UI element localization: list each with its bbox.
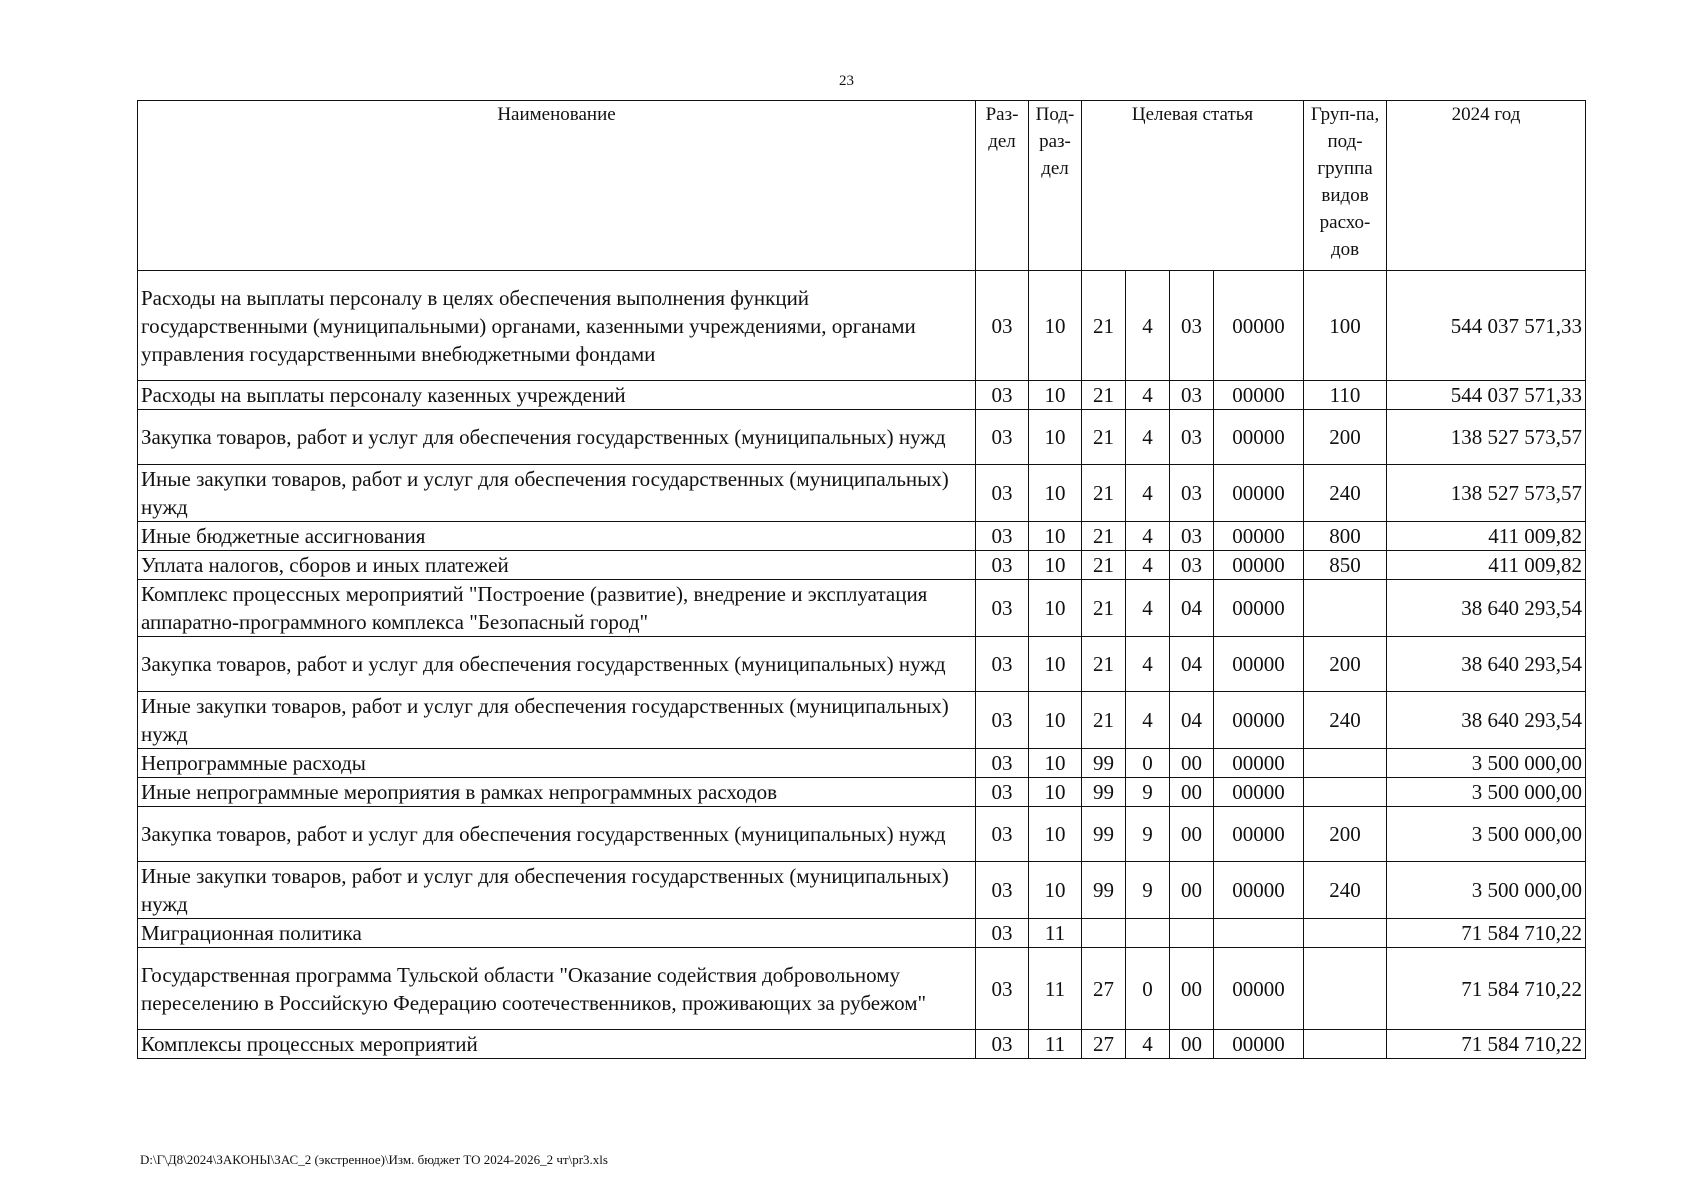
row-name: Иные закупки товаров, работ и услуг для обеспечения государственных (муниципальных) нужд [138, 862, 976, 919]
row-target-element: 00 [1170, 778, 1214, 807]
row-podrazdel: 10 [1029, 637, 1082, 692]
row-target-direction: 00000 [1214, 410, 1304, 465]
row-podrazdel: 10 [1029, 381, 1082, 410]
row-target-program: 21 [1082, 381, 1126, 410]
row-target-element: 00 [1170, 807, 1214, 862]
row-target-type: 4 [1126, 580, 1170, 637]
row-podrazdel: 10 [1029, 807, 1082, 862]
row-name: Комплексы процессных мероприятий [138, 1030, 976, 1059]
row-podrazdel: 11 [1029, 1030, 1082, 1059]
row-expense-group: 200 [1304, 410, 1387, 465]
row-podrazdel: 10 [1029, 862, 1082, 919]
row-target-element: 00 [1170, 1030, 1214, 1059]
row-razdel: 03 [976, 919, 1029, 948]
row-target-element: 04 [1170, 692, 1214, 749]
row-target-type: 4 [1126, 410, 1170, 465]
row-razdel: 03 [976, 381, 1029, 410]
row-target-element: 00 [1170, 749, 1214, 778]
row-expense-group: 240 [1304, 465, 1387, 522]
row-target-element: 03 [1170, 465, 1214, 522]
row-razdel: 03 [976, 807, 1029, 862]
row-amount: 411 009,82 [1387, 522, 1586, 551]
header-podrazdel: Под-раз-дел [1029, 101, 1082, 271]
row-name: Иные непрограммные мероприятия в рамках непрограммных расходов [138, 778, 976, 807]
row-amount: 71 584 710,22 [1387, 1030, 1586, 1059]
row-podrazdel: 10 [1029, 580, 1082, 637]
row-name: Закупка товаров, работ и услуг для обеспечения государственных (муниципальных) нужд [138, 807, 976, 862]
row-name: Закупка товаров, работ и услуг для обеспечения государственных (муниципальных) нужд [138, 637, 976, 692]
row-expense-group: 240 [1304, 692, 1387, 749]
row-target-direction: 00000 [1214, 692, 1304, 749]
row-amount: 138 527 573,57 [1387, 410, 1586, 465]
row-name: Иные закупки товаров, работ и услуг для обеспечения государственных (муниципальных) нужд [138, 692, 976, 749]
table-row [138, 919, 1586, 948]
row-amount: 3 500 000,00 [1387, 778, 1586, 807]
header-name: Наименование [138, 101, 976, 271]
row-razdel: 03 [976, 862, 1029, 919]
row-target-type: 4 [1126, 381, 1170, 410]
row-podrazdel: 10 [1029, 551, 1082, 580]
row-target-type: 4 [1126, 1030, 1170, 1059]
row-expense-group: 800 [1304, 522, 1387, 551]
header-razdel: Раз-дел [976, 101, 1029, 271]
row-expense-group [1304, 778, 1387, 807]
row-target-program: 99 [1082, 778, 1126, 807]
row-name: Расходы на выплаты персоналу в целях обеспечения выполнения функций государственными (муниципальными) органами, казенными учреждениями, органами управления государственными внебюджетными фондами [138, 271, 976, 381]
table-row [138, 749, 1586, 778]
row-amount: 38 640 293,54 [1387, 580, 1586, 637]
row-target-direction [1214, 919, 1304, 948]
row-name: Государственная программа Тульской области "Оказание содействия добровольному переселению в Российскую Федерацию соотечественников, проживающих за рубежом" [138, 948, 976, 1030]
row-target-element: 03 [1170, 381, 1214, 410]
row-expense-group [1304, 749, 1387, 778]
row-expense-group: 110 [1304, 381, 1387, 410]
row-target-direction: 00000 [1214, 637, 1304, 692]
row-target-direction: 00000 [1214, 522, 1304, 551]
row-razdel: 03 [976, 522, 1029, 551]
row-target-direction: 00000 [1214, 580, 1304, 637]
row-target-element: 00 [1170, 862, 1214, 919]
row-razdel: 03 [976, 692, 1029, 749]
row-target-type: 0 [1126, 948, 1170, 1030]
row-name: Иные бюджетные ассигнования [138, 522, 976, 551]
row-target-direction: 00000 [1214, 778, 1304, 807]
table-row [138, 1030, 1586, 1059]
row-target-direction: 00000 [1214, 551, 1304, 580]
row-target-type: 0 [1126, 749, 1170, 778]
table-row [138, 381, 1586, 410]
table-header-row [138, 101, 1586, 271]
row-amount: 544 037 571,33 [1387, 381, 1586, 410]
row-target-program: 99 [1082, 862, 1126, 919]
table-row [138, 862, 1586, 919]
row-target-direction: 00000 [1214, 807, 1304, 862]
row-expense-group [1304, 580, 1387, 637]
row-expense-group: 200 [1304, 637, 1387, 692]
row-target-element: 04 [1170, 637, 1214, 692]
row-name: Миграционная политика [138, 919, 976, 948]
row-target-program: 21 [1082, 637, 1126, 692]
row-name: Уплата налогов, сборов и иных платежей [138, 551, 976, 580]
row-target-program: 21 [1082, 271, 1126, 381]
row-podrazdel: 10 [1029, 410, 1082, 465]
row-target-program: 21 [1082, 580, 1126, 637]
table-row [138, 692, 1586, 749]
budget-table [137, 100, 1586, 1059]
row-expense-group: 200 [1304, 807, 1387, 862]
row-amount: 138 527 573,57 [1387, 465, 1586, 522]
row-target-type: 4 [1126, 551, 1170, 580]
row-target-direction: 00000 [1214, 1030, 1304, 1059]
row-target-direction: 00000 [1214, 271, 1304, 381]
row-target-program: 21 [1082, 522, 1126, 551]
row-expense-group [1304, 948, 1387, 1030]
row-podrazdel: 11 [1029, 919, 1082, 948]
row-target-program: 21 [1082, 410, 1126, 465]
row-razdel: 03 [976, 465, 1029, 522]
row-podrazdel: 10 [1029, 522, 1082, 551]
row-expense-group: 100 [1304, 271, 1387, 381]
row-target-program: 21 [1082, 465, 1126, 522]
row-target-type: 9 [1126, 862, 1170, 919]
row-amount: 3 500 000,00 [1387, 749, 1586, 778]
row-target-direction: 00000 [1214, 948, 1304, 1030]
row-target-element: 03 [1170, 551, 1214, 580]
row-amount: 3 500 000,00 [1387, 807, 1586, 862]
row-razdel: 03 [976, 778, 1029, 807]
table-body [138, 271, 1586, 1059]
row-target-element: 03 [1170, 271, 1214, 381]
row-target-direction: 00000 [1214, 749, 1304, 778]
page-number: 23 [839, 73, 854, 89]
row-razdel: 03 [976, 410, 1029, 465]
row-razdel: 03 [976, 580, 1029, 637]
row-target-element: 03 [1170, 410, 1214, 465]
row-amount: 71 584 710,22 [1387, 948, 1586, 1030]
row-expense-group [1304, 1030, 1387, 1059]
row-target-program: 21 [1082, 692, 1126, 749]
header-target: Целевая статья [1082, 101, 1304, 271]
row-razdel: 03 [976, 271, 1029, 381]
row-amount: 3 500 000,00 [1387, 862, 1586, 919]
row-target-program: 99 [1082, 749, 1126, 778]
table-row [138, 778, 1586, 807]
row-razdel: 03 [976, 1030, 1029, 1059]
row-target-type: 4 [1126, 692, 1170, 749]
row-target-type: 4 [1126, 637, 1170, 692]
table-row [138, 551, 1586, 580]
table-row [138, 465, 1586, 522]
file-path-footer: D:\Г\Д8\2024\ЗАКОНЫ\ЗАС_2 (экстренное)\Изм. бюджет ТО 2024-2026_2 чт\pr3.xls [140, 1152, 608, 1167]
table-row [138, 580, 1586, 637]
row-name: Непрограммные расходы [138, 749, 976, 778]
row-target-type: 9 [1126, 778, 1170, 807]
table-row [138, 410, 1586, 465]
table-row [138, 637, 1586, 692]
table-row [138, 271, 1586, 381]
row-target-element [1170, 919, 1214, 948]
row-name: Комплекс процессных мероприятий "Построение (развитие), внедрение и эксплуатация аппаратно-программного комплекса "Безопасный город" [138, 580, 976, 637]
row-podrazdel: 10 [1029, 749, 1082, 778]
row-razdel: 03 [976, 551, 1029, 580]
row-target-type [1126, 919, 1170, 948]
row-amount: 411 009,82 [1387, 551, 1586, 580]
row-razdel: 03 [976, 948, 1029, 1030]
row-razdel: 03 [976, 637, 1029, 692]
row-target-direction: 00000 [1214, 465, 1304, 522]
row-target-direction: 00000 [1214, 381, 1304, 410]
header-year: 2024 год [1387, 101, 1586, 271]
row-target-direction: 00000 [1214, 862, 1304, 919]
row-target-program [1082, 919, 1126, 948]
row-expense-group: 240 [1304, 862, 1387, 919]
row-name: Расходы на выплаты персоналу казенных учреждений [138, 381, 976, 410]
row-expense-group [1304, 919, 1387, 948]
row-target-element: 00 [1170, 948, 1214, 1030]
table-row [138, 948, 1586, 1030]
row-target-element: 03 [1170, 522, 1214, 551]
row-podrazdel: 10 [1029, 465, 1082, 522]
header-group: Груп-па, под-группа видов расхо-дов [1304, 101, 1387, 271]
row-name: Иные закупки товаров, работ и услуг для обеспечения государственных (муниципальных) нужд [138, 465, 976, 522]
row-target-type: 4 [1126, 271, 1170, 381]
row-target-element: 04 [1170, 580, 1214, 637]
row-target-program: 99 [1082, 807, 1126, 862]
row-podrazdel: 10 [1029, 692, 1082, 749]
row-razdel: 03 [976, 749, 1029, 778]
row-podrazdel: 11 [1029, 948, 1082, 1030]
row-amount: 38 640 293,54 [1387, 637, 1586, 692]
row-target-type: 4 [1126, 522, 1170, 551]
row-name: Закупка товаров, работ и услуг для обеспечения государственных (муниципальных) нужд [138, 410, 976, 465]
row-podrazdel: 10 [1029, 271, 1082, 381]
row-target-program: 27 [1082, 1030, 1126, 1059]
row-amount: 544 037 571,33 [1387, 271, 1586, 381]
table-row [138, 522, 1586, 551]
row-target-type: 4 [1126, 465, 1170, 522]
row-target-type: 9 [1126, 807, 1170, 862]
row-target-program: 27 [1082, 948, 1126, 1030]
row-amount: 71 584 710,22 [1387, 919, 1586, 948]
table-row [138, 807, 1586, 862]
row-amount: 38 640 293,54 [1387, 692, 1586, 749]
row-podrazdel: 10 [1029, 778, 1082, 807]
row-target-program: 21 [1082, 551, 1126, 580]
row-expense-group: 850 [1304, 551, 1387, 580]
